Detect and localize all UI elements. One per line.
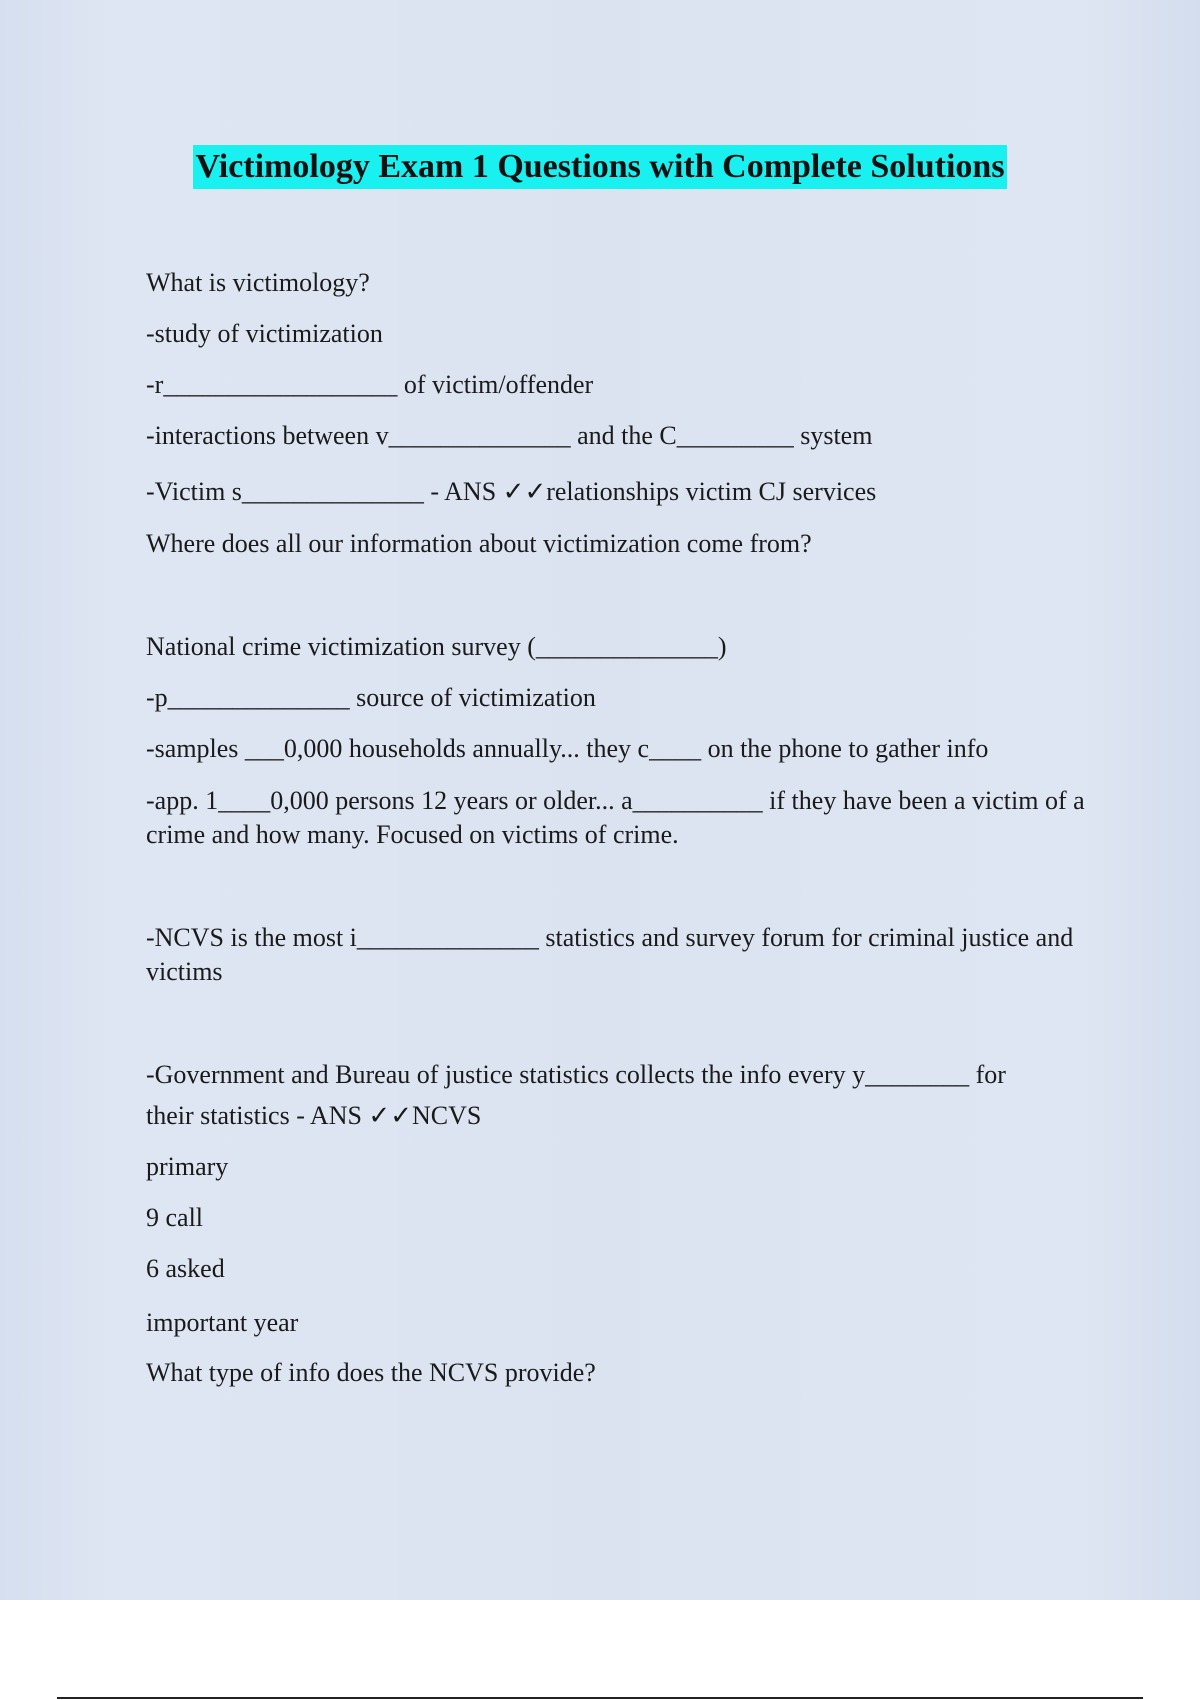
answer-line: important year [146, 1308, 299, 1337]
answer-line: -samples ___0,000 households annually... they c____ on the phone to gather info [146, 734, 989, 763]
answer-line: -interactions between v______________ and the C_________ system [146, 421, 873, 450]
answer-line: -r__________________ of victim/offender [146, 370, 594, 399]
answer-line: primary [146, 1152, 229, 1181]
title-container [0, 145, 1200, 189]
question-line: What is victimology? [146, 268, 370, 297]
answer-line: -Government and Bureau of justice statistics collects the info every y________ for [146, 1060, 1006, 1089]
answer-line: 6 asked [146, 1254, 225, 1283]
question-line: Where does all our information about victimization come from? [146, 529, 812, 558]
answer-line: -Victim s______________ - ANS ✓✓relationships victim CJ services [146, 477, 877, 506]
answer-line: 9 call [146, 1203, 204, 1232]
question-line: What type of info does the NCVS provide? [146, 1358, 596, 1387]
answer-line: -app. 1____0,000 persons 12 years or older... a__________ if they have been a victim of a crime and how many. Focused on victims of crime. [146, 786, 1085, 849]
answer-line: -study of victimization [146, 319, 383, 348]
answer-line: their statistics - ANS ✓✓NCVS [146, 1101, 482, 1130]
answer-line: -p______________ source of victimization [146, 683, 596, 712]
answer-line: -NCVS is the most i______________ statistics and survey forum for criminal justice and victims [146, 923, 1074, 986]
answer-line: National crime victimization survey (______________) [146, 632, 727, 661]
document-title: Victimology Exam 1 Questions with Complete Solutions [193, 145, 1006, 189]
bottom-divider [57, 1697, 1143, 1699]
